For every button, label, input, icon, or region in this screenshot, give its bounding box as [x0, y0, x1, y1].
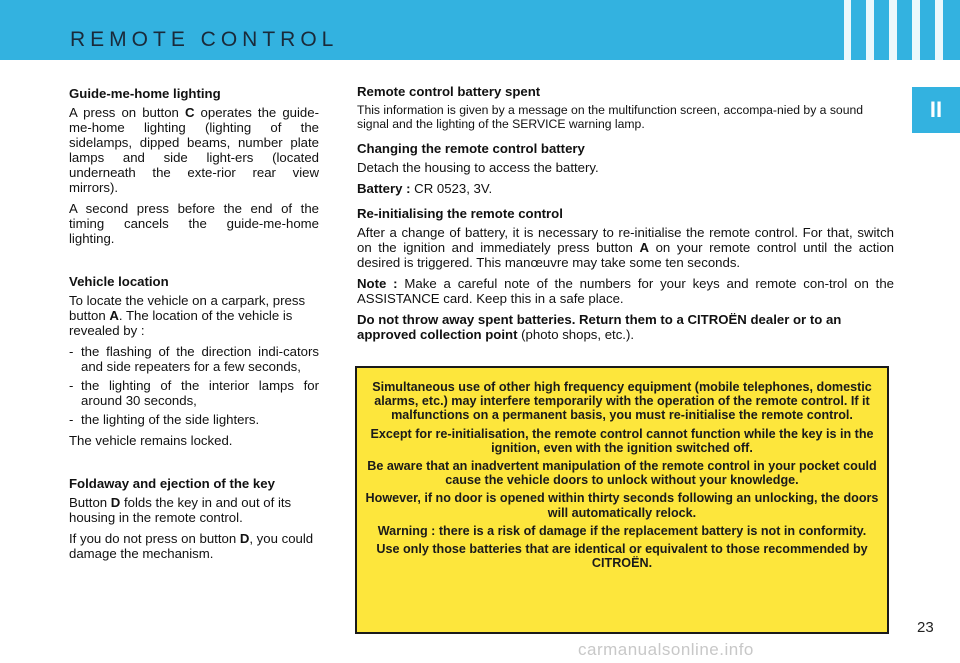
reinit-heading: Re-initialising the remote control: [357, 206, 563, 221]
page-number: 23: [917, 619, 934, 636]
warning-paragraph: Use only those batteries that are identical or equivalent to those recommended by CITROËN.: [376, 542, 868, 571]
watermark: carmanualsonline.info: [578, 640, 754, 659]
warning-paragraph: Simultaneous use of other high frequency equipment (mobile telephones, domestic alarms, etc.) may interfere temporarily with the operation of the remote control. If it malfunctions on a permanent basis, you must re-initialise the remote control.: [372, 380, 872, 423]
stripe: [844, 0, 851, 60]
battery-spent-heading: Remote control battery spent: [357, 84, 541, 99]
foldaway-paragraph-2: If you do not press on button D, you could damage the mechanism.: [69, 531, 314, 561]
changing-battery-text: Detach the housing to access the battery.: [357, 160, 599, 175]
header-stripes-decoration: [840, 0, 960, 60]
battery-spec: Battery : CR 0523, 3V.: [357, 181, 493, 196]
warning-box: [355, 366, 889, 634]
reinit-text: After a change of battery, it is necessary to re-initialise the remote control. For that, switch on the ignition and immediately press button A on your remote control until the action desired is triggered. This manœuvre may take some ten seconds.: [357, 225, 894, 270]
changing-battery-heading: Changing the remote control battery: [357, 141, 585, 156]
location-paragraph-1: To locate the vehicle on a carpark, press button A. The location of the vehicle is revealed by :: [69, 293, 306, 338]
chapter-tab: II: [912, 87, 960, 133]
foldaway-paragraph-1: Button D folds the key in and out of its housing in the remote control.: [69, 495, 292, 525]
page-header: [0, 0, 960, 60]
warning-paragraph: However, if no door is opened within thirty seconds following an unlocking, the doors will automatically relock.: [365, 491, 879, 520]
warning-paragraph: Be aware that an inadvertent manipulation of the remote control in your pocket could cause the vehicle doors to unlock without your knowledge.: [367, 459, 877, 488]
list-item: - the flashing of the direction indi-cators and side repeaters for a few seconds,: [69, 344, 319, 374]
left-column: [69, 86, 319, 567]
stripe: [935, 0, 943, 60]
dispose-text: Do not throw away spent batteries. Return them to a CITROËN dealer or to an approved collection point (photo shops, etc.).: [357, 312, 842, 342]
list-item: - the lighting of the interior lamps for around 30 seconds,: [69, 378, 319, 408]
battery-spent-text: This information is given by a message on the multifunction screen, accompa-nied by a sound signal and the lighting of the SERVICE warning lamp.: [357, 103, 864, 131]
stripe: [912, 0, 920, 60]
guide-heading: Guide-me-home lighting: [69, 86, 221, 101]
right-column: [357, 84, 894, 348]
location-list: [69, 344, 319, 427]
guide-paragraph-1: A press on button C operates the guide-me-home lighting (lighting of the sidelamps, dipped beams, number plate lamps and side light-ers (located underneath the exte-rior rear view mirrors).: [69, 105, 319, 195]
page-title: REMOTE CONTROL: [70, 28, 339, 51]
stripe: [889, 0, 897, 60]
foldaway-heading: Foldaway and ejection of the key: [69, 476, 275, 491]
list-item: - the lighting of the side lighters.: [69, 412, 319, 427]
guide-paragraph-2: A second press before the end of the timing cancels the guide-me-home lighting.: [69, 201, 319, 246]
warning-paragraph: Warning : there is a risk of damage if the replacement battery is not in conformity.: [377, 523, 867, 538]
location-heading: Vehicle location: [69, 274, 169, 289]
warning-paragraph: Except for re-initialisation, the remote control cannot function while the key is in the ignition, even with the ignition switched off.: [370, 426, 874, 455]
stripe: [866, 0, 874, 60]
location-paragraph-2: The vehicle remains locked.: [69, 433, 233, 448]
note-text: Note : Make a careful note of the numbers for your keys and remote con-trol on the ASSISTANCE card. Keep this in a safe place.: [357, 276, 894, 306]
